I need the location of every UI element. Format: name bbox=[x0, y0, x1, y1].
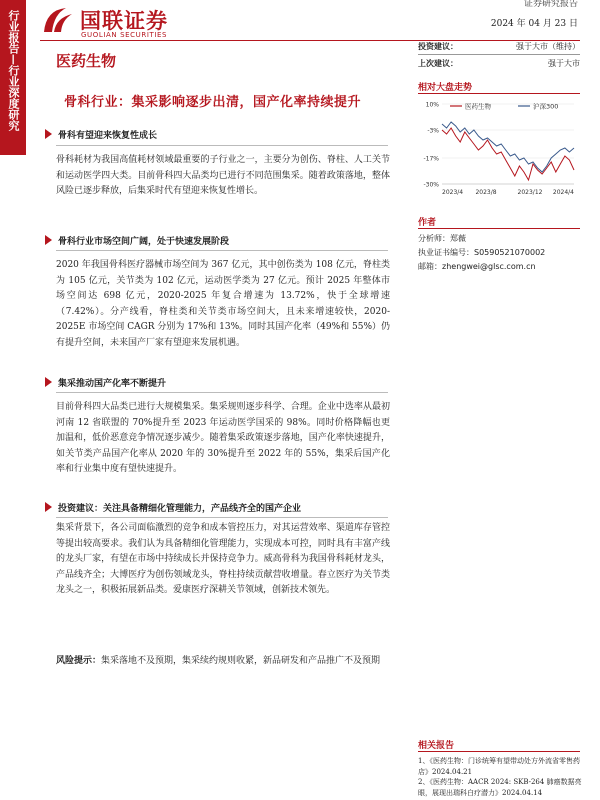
section-divider bbox=[56, 517, 388, 518]
y-tick-label: -3% bbox=[427, 127, 439, 135]
section-divider bbox=[56, 392, 388, 393]
bullet-triangle-icon bbox=[45, 235, 52, 245]
side-label-band bbox=[0, 0, 26, 155]
related-report-link[interactable]: 2、《医药生物：AACR 2024: SKB-264 肺癌数据亮眼，展现出瑞科白疗潜力》2024.04.14 bbox=[418, 778, 582, 797]
y-tick-label: 10% bbox=[425, 101, 439, 109]
side-label: 行业报告—行业深度研究 bbox=[7, 10, 20, 131]
x-tick-label: 2024/4 bbox=[552, 189, 574, 196]
analyst-license: 执业证书编号：S0590521070002 bbox=[418, 248, 546, 257]
bullet-triangle-icon bbox=[45, 129, 52, 139]
related-reports-title: 相关报告 bbox=[418, 741, 455, 751]
section-body-3: 目前骨科四大品类已进行大规模集采。集采规则逐步科学、合理。企业中选率从最初河南 12 省联盟的 70%提升至 2023 年运动医学国采的 98%。同时价格降幅也更加温和，低价恶意竞争情况逐步减少。随着集采政策逐步落地，国产化率快速提升，如关节类产品国产化率从 2020 年的 30%提升至 2022 年的 55%，集采后国产化率和行业集中度有望快速提升。 bbox=[56, 402, 390, 474]
rating-label: 上次建议： bbox=[418, 58, 458, 68]
y-tick-label: -30% bbox=[423, 181, 439, 189]
logo-mark-icon bbox=[40, 4, 76, 36]
x-tick-label: 2023/4 bbox=[442, 189, 464, 196]
report-title: 骨科行业：集采影响逐步出清，国产化率持续提升 bbox=[64, 95, 362, 110]
logo bbox=[40, 4, 240, 40]
document-type: 证券研究报告 bbox=[523, 0, 578, 9]
relative-performance-chart bbox=[418, 96, 580, 204]
related-reports-divider bbox=[418, 751, 580, 752]
y-tick-label: -17% bbox=[423, 155, 439, 163]
section-heading-4: 投资建议：关注具备精细化管理能力，产品线齐全的国产企业 bbox=[58, 501, 301, 514]
related-report-link[interactable]: 1、《医药生物：门诊统筹有望带动处方外流省零售药店》2024.04.21 bbox=[418, 757, 580, 776]
logo-text-en: GUOLIAN SECURITIES bbox=[81, 31, 168, 39]
rating-row-previous bbox=[418, 58, 580, 69]
x-tick-label: 2023/12 bbox=[517, 189, 543, 196]
bullet-triangle-icon bbox=[45, 377, 52, 387]
x-tick-label: 2023/8 bbox=[475, 189, 497, 196]
rating-value: 强于大市 bbox=[548, 59, 580, 68]
risk-text: 集采落地不及预期，集采续约规则收紧，新品研发和产品推广不及预期 bbox=[101, 656, 381, 666]
section-body-2: 2020 年我国骨科医疗器械市场空间为 367 亿元，其中创伤类为 108 亿元，脊柱类为 105 亿元，关节类为 102 亿元，运动医学类为 27 亿元。预计 2025 年整体市场空间达 698 亿元，2020-2025 年复合增速为 13.72%，快于全球增速（7.42%）。分产线看，脊柱类和关节类市场空间大，且未来增速较快，2020-2025E 市场空间 CAGR 分别为 17%和 13%。同时其国产化率（49%和 55%）仍有提升空间，未来国产厂家有望迎来发展机遇。 bbox=[56, 260, 391, 348]
section-divider bbox=[56, 250, 388, 251]
legend-label: 沪深300 bbox=[533, 102, 559, 111]
bullet-triangle-icon bbox=[45, 502, 52, 512]
analyst-name: 分析师：郑薇 bbox=[418, 234, 466, 243]
section-divider bbox=[56, 145, 388, 146]
report-date: 2024 年 04 月 23 日 bbox=[490, 19, 578, 29]
rating-value: 强于大市（维持） bbox=[516, 42, 580, 51]
section-heading-3: 集采推动国产化率不断提升 bbox=[58, 376, 166, 389]
section-body-4: 集采背景下，各公司面临激烈的竞争和成本管控压力，对其运营效率、渠道库存管控等提出较高要求。我们认为具备精细化管理能力，实现成本可控，同时具有丰富产线的龙头厂家，有望在市场中持续成长并保持竞争力。威高骨科为我国骨科耗材龙头，产品线齐全；大博医疗为创伤领域龙头，脊柱持续贡献营收增量。春立医疗为关节类龙头之一，积极拓展新品类。爱康医疗深耕关节领域，创新技术领先。 bbox=[56, 523, 390, 595]
legend-label: 医药生物 bbox=[465, 102, 491, 111]
risk-label: 风险提示： bbox=[56, 656, 102, 666]
analyst-email: 邮箱：zhengwei@glsc.com.cn bbox=[418, 262, 536, 271]
series-line-1 bbox=[442, 128, 574, 180]
chart-panel-divider bbox=[418, 93, 580, 94]
analyst-panel-divider bbox=[418, 228, 580, 229]
chart-panel-title: 相对大盘走势 bbox=[418, 83, 473, 93]
rating-label: 投资建议： bbox=[418, 41, 458, 51]
rating-row-current bbox=[418, 41, 580, 52]
section-body-1: 骨科耗材为我国高值耗材领域最重要的子行业之一，主要分为创伤、脊柱、人工关节和运动医学四大类。目前骨科四大品类均已进行不同范围集采。随着政策落地，整体风险已逐步释放，后集采时代有望迎来恢复性增长。 bbox=[56, 155, 390, 196]
analyst-panel-title: 作者 bbox=[418, 218, 437, 228]
section-heading-2: 骨科行业市场空间广阔，处于快速发展阶段 bbox=[58, 234, 229, 247]
logo-text-cn: 国联证券 bbox=[80, 9, 168, 33]
section-heading-1: 骨科有望迎来恢复性成长 bbox=[58, 128, 157, 141]
rating-divider bbox=[418, 54, 580, 55]
risk-warning bbox=[56, 654, 390, 669]
sector-name: 医药生物 bbox=[56, 52, 117, 70]
